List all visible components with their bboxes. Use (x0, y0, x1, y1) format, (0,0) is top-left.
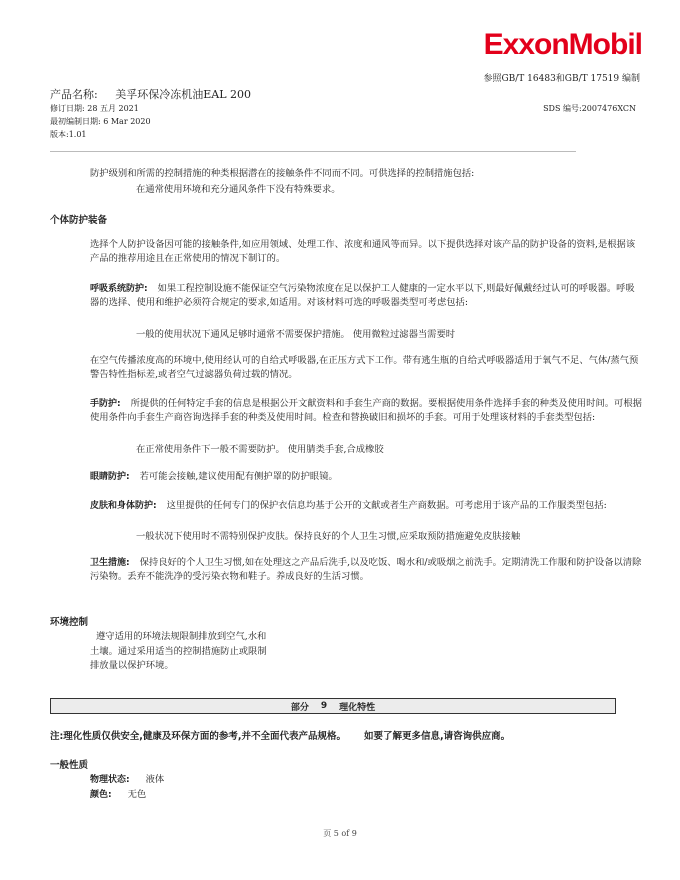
color-value: 无色 (127, 789, 147, 800)
color-label: 颜色: (90, 790, 112, 800)
hygiene-label: 卫生措施: (90, 558, 130, 568)
page-number: 页 5 of 9 (323, 829, 357, 838)
eye-label: 眼睛防护: (90, 472, 130, 482)
environmental-heading: 环境控制 (50, 617, 89, 628)
environmental-line-2: 土壤。通过采用适当的控制措施防止或限制 (90, 646, 267, 657)
section-part-label: 部分 (290, 702, 309, 713)
section-number: 9 (320, 701, 328, 711)
controls-intro: 防护级别和所需的控制措施的种类根据潜在的接触条件不同而不同。可供选择的控制措施包括: (90, 168, 475, 179)
respiratory-item: 一般的使用状况下通风足够时通常不需要保护措施。 使用微粒过滤器当需要时 (136, 329, 456, 340)
respiratory-text: 如果工程控制设施不能保证空气污染物浓度在足以保护工人健康的一定水平以下,则最好佩戴经过认可的呼吸器。呼吸器的选择、使用和维护必须符合规定的要求,如适用。对该材料可选的呼吸器类型可考虑包括: (90, 283, 635, 308)
hygiene-text: 保持良好的个人卫生习惯,如在处理这之产品后洗手,以及吃饭、喝水和/或吸烟之前洗手。定期清洗工作服和防护设备以清除污染物。丢弃不能洗净的受污染衣物和鞋子。养成良好的生活习惯。 (90, 557, 642, 582)
sds-number: SDS 编号:2007476XCN (543, 104, 636, 113)
general-properties-heading: 一般性质 (50, 760, 89, 771)
skin-label: 皮肤和身体防护: (90, 501, 157, 511)
section-title: 理化特性 (339, 702, 376, 713)
skin-item: 一般状况下使用时不需特别保护皮肤。保持良好的个人卫生习惯,应采取预防措施避免皮肤接触 (136, 531, 521, 542)
compiled-date: 最初编制日期: 6 Mar 2020 (50, 117, 151, 126)
hygiene-measures (90, 556, 642, 584)
note-contact: 如要了解更多信息,请咨询供应商。 (364, 731, 511, 742)
ppe-heading: 个体防护装备 (50, 215, 108, 226)
ppe-text: 选择个人防护设备因可能的接触条件,如应用领域、处理工作、浓度和通风等而异。以下提供选择对该产品的防护设备的资料,是根据该产品的推荐用途且在正常使用的情况下制订的。 (90, 239, 636, 264)
eye-text: 若可能会接触,建议使用配有侧护罩的防护眼镜。 (139, 471, 338, 482)
revision-date: 修订日期: 28 五月 2021 (50, 104, 139, 113)
physical-state-label: 物理状态: (90, 775, 130, 785)
physical-properties-note (50, 728, 510, 742)
respiratory-label: 呼吸系统防护: (90, 284, 148, 294)
skin-text: 这里提供的任何专门的保护衣信息均基于公开的文献或者生产商数据。可考虑用于该产品的工作服类型包括: (166, 500, 607, 511)
version: 版本:1.01 (50, 130, 87, 139)
product-name-value: 美孚环保冷冻机油EAL 200 (115, 88, 251, 101)
skin-protection (90, 499, 642, 513)
exxonmobil-logo: ExxonMobil (483, 28, 642, 61)
physical-state-row (90, 771, 164, 785)
environmental-line-3: 排放量以保护环境。 (90, 660, 174, 671)
product-name-label: 产品名称: (50, 88, 98, 101)
section-9-header (50, 698, 616, 714)
respiratory-protection (90, 282, 642, 310)
header-divider (50, 151, 576, 152)
note-text: 注:理化性质仅供安全,健康及环保方面的参考,并不全面代表产品规格。 (50, 731, 347, 742)
eye-protection (90, 470, 642, 484)
environmental-line-1: 遵守适用的环境法规限制排放到空气,水和 (96, 631, 267, 642)
hand-protection (90, 397, 642, 425)
controls-item: 在通常使用环境和充分通风条件下没有特殊要求。 (136, 184, 341, 195)
hand-label: 手防护: (90, 399, 121, 409)
hand-text: 所提供的任何特定手套的信息是根据公开文献资料和手套生产商的数据。要根据使用条件选择手套的种类及使用时间。可根据使用条件向手套生产商咨询选择手套的种类及使用时间。检查和替换破旧和损坏的手套。可用于处理该材料的手套类型包括: (90, 398, 642, 423)
physical-state-value: 液体 (145, 774, 165, 785)
hand-item: 在正常使用条件下一般不需要防护。 使用腈类手套,合成橡胶 (136, 444, 384, 455)
product-name-row (50, 86, 251, 102)
color-row (90, 786, 146, 800)
air-supply-text: 在空气传播浓度高的环境中,使用经认可的自给式呼吸器,在正压方式下工作。带有逃生瓶的自给式呼吸器适用于氧气不足、气体/蒸气预警告特性指标差,或者空气过滤器负荷过载的情况。 (90, 355, 639, 380)
standards-reference: 参照GB/T 16483和GB/T 17519 编制 (483, 74, 640, 84)
